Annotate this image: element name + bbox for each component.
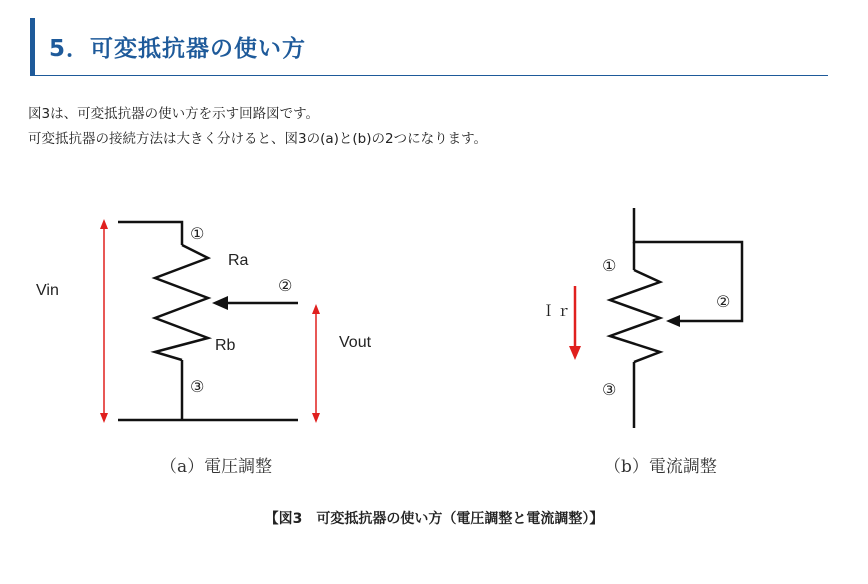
figure-caption: 【図3 可変抵抗器の使い方（電圧調整と電流調整）】	[264, 511, 604, 527]
circuit-a-terminal-1: ①	[190, 224, 205, 243]
circuit-a	[118, 222, 298, 420]
current-label: Ｉｒ	[541, 303, 572, 320]
ra-label: Ra	[228, 252, 249, 269]
circuit-a-terminal-2: ②	[278, 276, 293, 295]
circuit-a-terminal-3: ③	[190, 377, 205, 396]
circuit-a-resistor	[155, 245, 208, 360]
circuit-b-caption: （b）電流調整	[604, 457, 717, 477]
circuit-a-vout-arrow	[312, 304, 320, 423]
circuit-b	[610, 208, 742, 428]
circuit-a-caption: （a）電圧調整	[160, 457, 273, 477]
circuit-b-terminal-3: ③	[602, 380, 617, 399]
vout-label: Vout	[339, 334, 372, 351]
circuit-b-current-arrow	[569, 286, 581, 360]
section-title: 5．可変抵抗器の使い方	[49, 36, 307, 62]
circuit-b-resistor	[610, 270, 660, 362]
rb-label: Rb	[215, 337, 236, 354]
paragraph-1: 図3は、可変抵抗器の使い方を示す回路図です。	[28, 106, 320, 122]
vin-label: Vin	[36, 282, 59, 299]
circuit-a-wiper-arrowhead	[212, 296, 228, 310]
paragraph-2: 可変抵抗器の接続方法は大きく分けると、図3の(a)と(b)の2つになります。	[28, 131, 488, 147]
circuit-b-wiper-arrowhead	[666, 315, 680, 327]
circuit-b-terminal-1: ①	[602, 256, 617, 275]
circuit-a-top-wire	[118, 222, 182, 245]
circuit-b-terminal-2: ②	[716, 292, 731, 311]
circuit-a-vin-arrow	[100, 219, 108, 423]
